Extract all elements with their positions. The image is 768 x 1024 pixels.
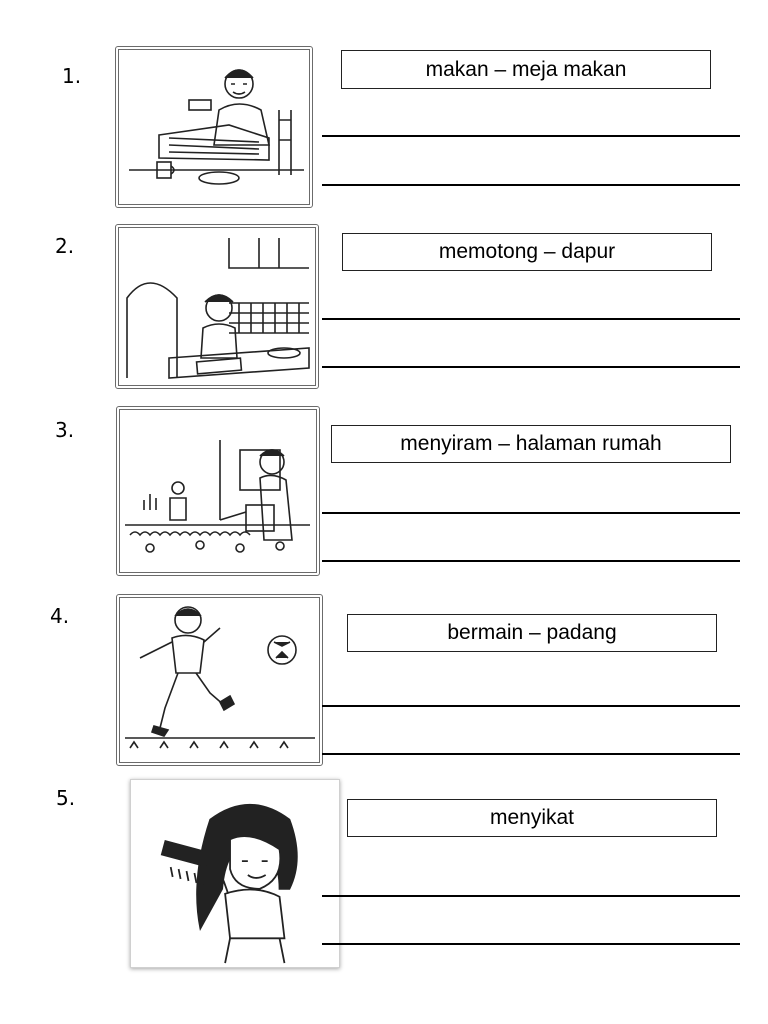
girl-brushing-illustration [131,780,339,967]
item-number: 3. [55,418,75,442]
keyword-box: bermain – padang [347,614,717,652]
item-number: 4. [50,604,70,628]
answer-line[interactable] [322,753,740,755]
answer-line[interactable] [322,184,740,186]
answer-line[interactable] [322,318,740,320]
keyword-box: menyikat [347,799,717,837]
girl-cutting-vegetables-picture [115,224,319,389]
man-eating-reading-newspaper-picture [115,46,313,208]
item-number: 2. [55,234,75,258]
item-number: 5. [56,786,76,810]
answer-line[interactable] [322,135,740,137]
item-number: 1. [62,64,82,88]
boy-kicking-ball-picture [116,594,323,766]
answer-line[interactable] [322,705,740,707]
girl-brushing-hair-picture [130,779,340,968]
answer-line[interactable] [322,512,740,514]
answer-line[interactable] [322,943,740,945]
girl-cutting-illustration [119,228,315,385]
woman-watering-illustration [120,410,316,572]
boy-kicking-illustration [120,598,319,762]
woman-watering-plants-picture [116,406,320,576]
keyword-box: memotong – dapur [342,233,712,271]
answer-line[interactable] [322,366,740,368]
answer-line[interactable] [322,560,740,562]
keyword-box: menyiram – halaman rumah [331,425,731,463]
man-eating-illustration [119,50,309,204]
answer-line[interactable] [322,895,740,897]
keyword-box: makan – meja makan [341,50,711,89]
